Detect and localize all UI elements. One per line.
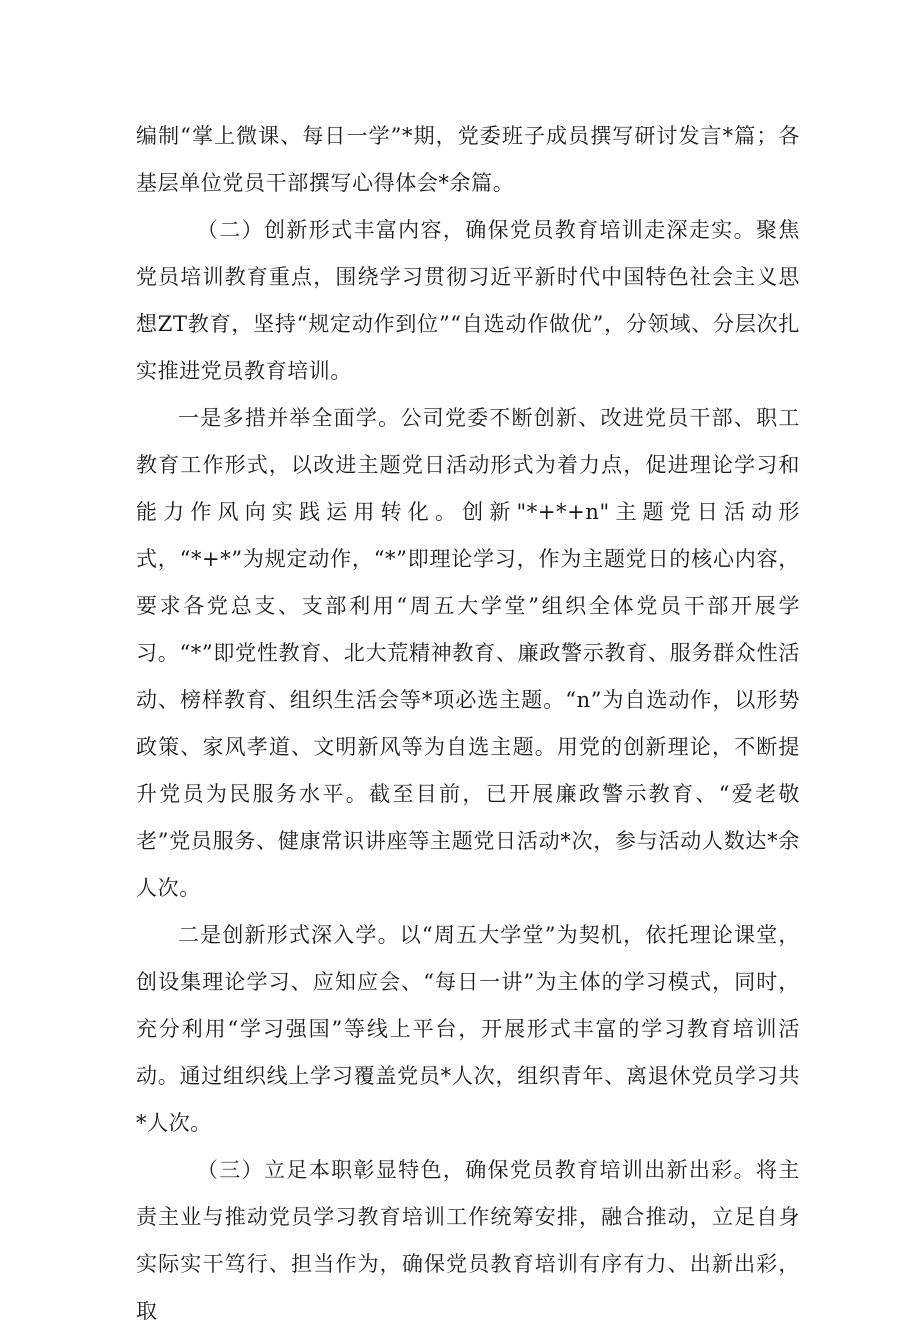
paragraph-continuation: 编制“掌上微课、每日一学”*期，党委班子成员撰写研讨发言*篇；各基层单位党员干部撰写心得体会*余篇。: [136, 124, 800, 195]
section-heading-3: （三）立足本职彰显特色，确保党员教育培训出新出彩。将主责主业与推动党员学习教育培训工作统筹安排，融合推动，立足自身实际实干笃行、担当作为，确保党员教育培训有序有力、出新出彩，取: [136, 1158, 800, 1323]
paragraph-point-1: 一是多措并举全面学。公司党委不断创新、改进党员干部、职工教育工作形式，以改进主题党日活动形式为着力点，促进理论学习和能力作风向实践运用转化。创新"*+*+n"主题党日活动形式，“*+*”为规定动作，“*”即理论学习，作为主题党日的核心内容，要求各党总支、支部利用“周五大学堂”组织全体党员干部开展学习。“*”即党性教育、北大荒精神教育、廉政警示教育、服务群众性活动、榜样教育、组织生活会等*项必选主题。“n”为自选动作，以形势政策、家风孝道、文明新风等为自选主题。用党的创新理论，不断提升党员为民服务水平。截至目前，已开展廉政警示教育、“爱老敬老”党员服务、健康常识讲座等主题党日活动*次，参与活动人数达*余人次。: [136, 406, 800, 900]
section-heading-2: （二）创新形式丰富内容，确保党员教育培训走深走实。聚焦党员培训教育重点，围绕学习贯彻习近平新时代中国特色社会主义思想ZT教育，坚持“规定动作到位”“自选动作做优”，分领域、分层次扎实推进党员教育培训。: [136, 218, 800, 383]
document-page: [136, 113, 800, 1335]
paragraph-point-2: 二是创新形式深入学。以“周五大学堂”为契机，依托理论课堂，创设集理论学习、应知应会、“每日一讲”为主体的学习模式，同时，充分利用“学习强国”等线上平台，开展形式丰富的学习教育培训活动。通过组织线上学习覆盖党员*人次，组织青年、离退休党员学习共*人次。: [136, 923, 800, 1135]
